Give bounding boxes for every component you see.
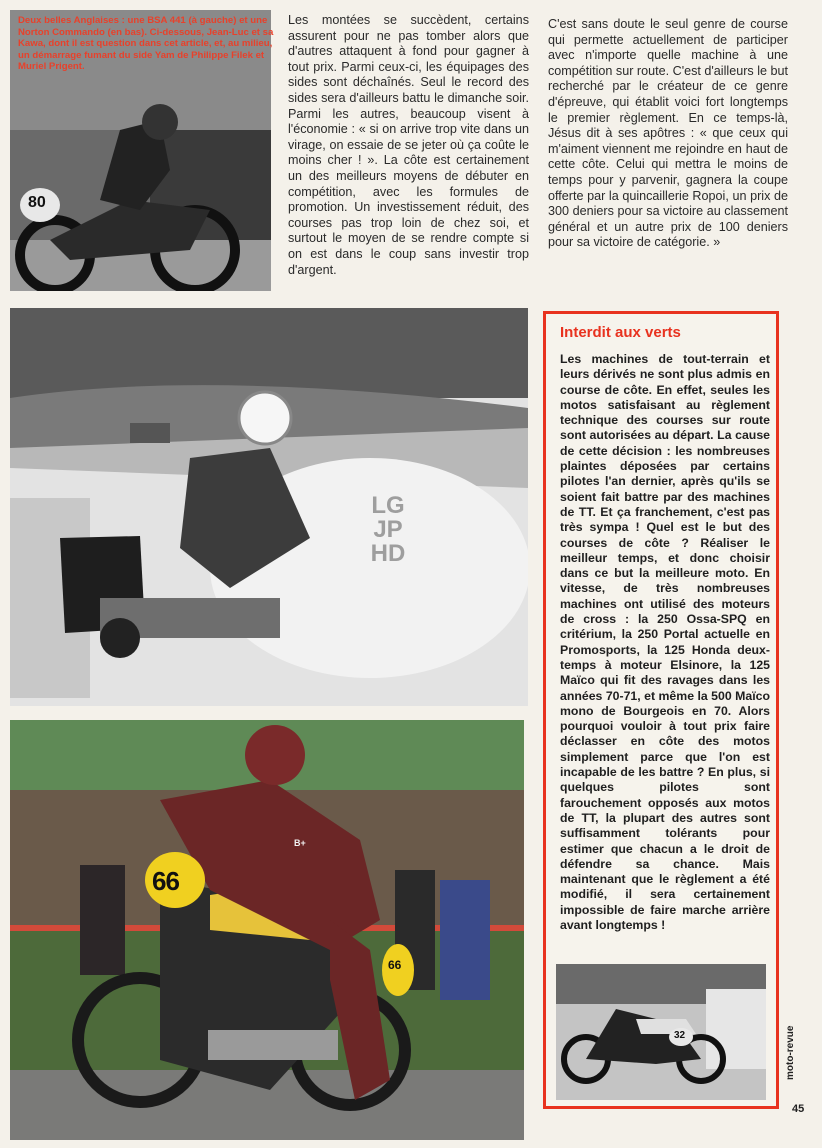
page-number: 45: [792, 1103, 805, 1115]
suit-badge: B+: [294, 838, 306, 848]
photo-norton-commando: [10, 720, 524, 1140]
sidebar-title: Interdit aux verts: [560, 324, 681, 341]
watermark-logo: [348, 494, 428, 566]
side-number-66: 66: [388, 958, 402, 972]
sidebar-body: Les machines de tout-terrain et leurs dérivés ne sont plus admis en course de côte. En effet, seules les motos satisfaisant au règlement technique des courses sur route sont autorisées au départ. La cause de cette décision : les nombreuses plaintes déposées par certains pilotes l'an dernier, après qu'ils se soient fait battre par des machines de TT. Et ça franchement, c'est pas très sympa ! Quel est le but des courses de côte ? Réaliser le meilleur temps, et donc choisir dans ce but la meilleure moto. En vitesse, de très nombreuses machines ont utilisé des moteurs de cross : la 250 Ossa-SPQ en critérium, la 250 Portal actuelle en Promosports, la 125 Honda deux-temps à moteur Elsinore, la 125 Maïco qui fit des ravages dans les années 70-71, et même la 500 Maïco mono de Bourgeois en 70. Alors pourquoi vouloir à tout prix faire déclasser en côte des motos simplement parce que l'on est incapable de les battre ? En plus, si quelques pilotes sont farouchement opposés aux motos de TT, la plupart des autres sont suffisamment tolérants pour estimer que chacun a le droit de défendre sa chance. Mais maintenant que le règlement a été modifié, il sera certainement impossible de faire marche arrière avant longtemps !: [560, 352, 770, 932]
race-number-66: 66: [152, 866, 179, 896]
race-number-80: 80: [28, 194, 46, 211]
article-column-right: C'est sans doute le seul genre de course qui permette actuellement de participer avec n'importe quelle machine à une compétition sur route. C'est d'ailleurs le but recherché par le créateur de ce genre d'épreuve, qui établit voici fort longtemps le premier règlement. En ce temps-là, Jésus dit à ses apôtres : « que ceux qui m'aiment viennent me rejoindre en haut de cette côte. Celui qui mettra le moins de temps pour y parvenir, gagnera la coupe offerte par la quincaillerie Ropoi, un prix de 300 deniers pour sa victoire au classement général et un autre prix de 100 deniers pour sa victoire de catégorie. »: [548, 17, 789, 250]
photo-kawa: [556, 964, 766, 1100]
watermark-text-3: HD: [370, 540, 406, 567]
watermark-text-2: JP: [373, 516, 403, 543]
watermark-text-1: LG: [371, 492, 405, 519]
magazine-name: moto-revue: [785, 1025, 796, 1080]
photo-sidecar-start: [10, 308, 528, 706]
photo-caption: Deux belles Anglaises : une BSA 441 (à gauche) et une Norton Commando (en bas). Ci-dessous, Jean-Luc et sa Kawa, dont il est question dans cet article, et, au milieu, un démarrage fumant du side Yam de Philippe Filek et Muriel Prigent.: [18, 15, 274, 73]
race-number-32: 32: [674, 1030, 686, 1041]
article-column-middle: Les montées se succèdent, certains assurent pour ne pas tomber alors que d'autres attaquent à fond pour gagner à tout prix. Parmi ceux-ci, les équipages des sides sont déchaînés. Seul le record des sides sera d'ailleurs battu le dimanche soir. Parmi les autres, beaucoup visent à l'économie : « si on arrive trop vite dans un virage, on essaie de se jeter où ça coûte le moins cher ! ». La côte est certainement un des meilleurs moyens de débuter en compétition, avec les formules de promotion. Un investissement réduit, des courses pas trop loin de chez soi, et surtout le moyen de se rendre compte si on est dans le coup sans investir trop d'argent.: [288, 13, 529, 277]
